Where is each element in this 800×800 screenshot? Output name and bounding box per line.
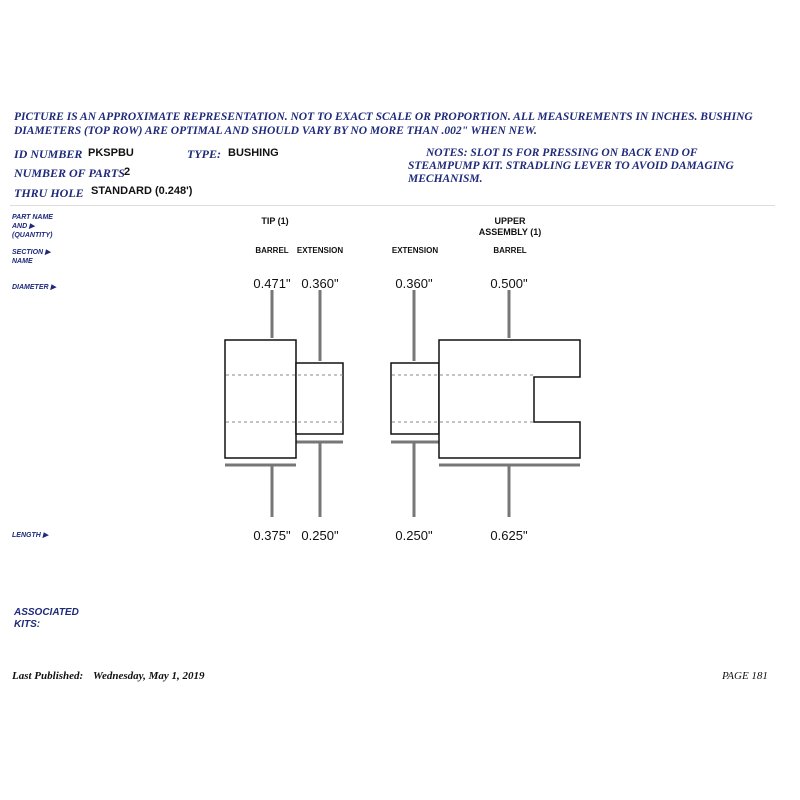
section-name-label: SECTION ▶ NAME bbox=[12, 249, 51, 265]
section-upper-barrel: BARREL bbox=[493, 246, 527, 255]
tip-barrel-shape bbox=[225, 340, 296, 458]
type-value: BUSHING bbox=[228, 147, 279, 159]
part-name-tip: TIP (1) bbox=[261, 216, 289, 226]
published-label: Last Published: bbox=[12, 670, 84, 682]
upper-barrel-shape bbox=[439, 340, 580, 458]
disclaimer: PICTURE IS AN APPROXIMATE REPRESENTATION. NOT TO EXACT SCALE OR PROPORTION. ALL MEASUREMENTS IN INCHES. BUSHING DIAMETERS (TOP ROW) ARE OPTIMAL AND SHOULD VARY BY NO MORE THAN .002" WHEN NEW. bbox=[14, 111, 753, 137]
diameter-upper-extension: 0.360" bbox=[395, 276, 433, 291]
notes: NOTES: SLOT IS FOR PRESSING ON BACK END OF STEAMPUMP KIT. STRADLING LEVER TO AVOID DAMAGING MECHANISM. bbox=[408, 147, 734, 185]
section-tip-barrel: BARREL bbox=[255, 246, 289, 255]
length-label: LENGTH ▶ bbox=[12, 532, 49, 539]
id-value: PKSPBU bbox=[88, 147, 134, 159]
diameter-tip-extension: 0.360" bbox=[301, 276, 339, 291]
part-name-upper-assembly: UPPER ASSEMBLY (1) bbox=[478, 216, 542, 237]
upper-extension-shape bbox=[391, 363, 439, 434]
length-tip-extension: 0.250" bbox=[301, 528, 339, 543]
published-date: Wednesday, May 1, 2019 bbox=[93, 670, 205, 682]
thru-hole-value: STANDARD (0.248') bbox=[91, 185, 193, 197]
associated-kits-label: ASSOCIATED KITS: bbox=[14, 607, 79, 630]
length-upper-barrel: 0.625" bbox=[490, 528, 528, 543]
id-label: ID NUMBER bbox=[14, 147, 83, 161]
page-number: PAGE 181 bbox=[722, 670, 768, 682]
tip-extension-shape bbox=[296, 363, 343, 434]
section-upper-extension: EXTENSION bbox=[391, 246, 439, 255]
diameter-tip-barrel: 0.471" bbox=[253, 276, 291, 291]
length-upper-extension: 0.250" bbox=[395, 528, 433, 543]
length-tip-barrel: 0.375" bbox=[253, 528, 291, 543]
diameter-label: DIAMETER ▶ bbox=[12, 284, 56, 291]
type-label: TYPE: bbox=[187, 147, 221, 161]
parts-value: 2 bbox=[124, 166, 131, 178]
thru-hole-label: THRU HOLE bbox=[14, 186, 84, 200]
diameter-upper-barrel: 0.500" bbox=[490, 276, 528, 291]
section-tip-extension: EXTENSION bbox=[296, 246, 344, 255]
part-name-label: PART NAME AND ▶ (QUANTITY) bbox=[12, 214, 53, 239]
parts-label: NUMBER OF PARTS bbox=[14, 166, 125, 180]
